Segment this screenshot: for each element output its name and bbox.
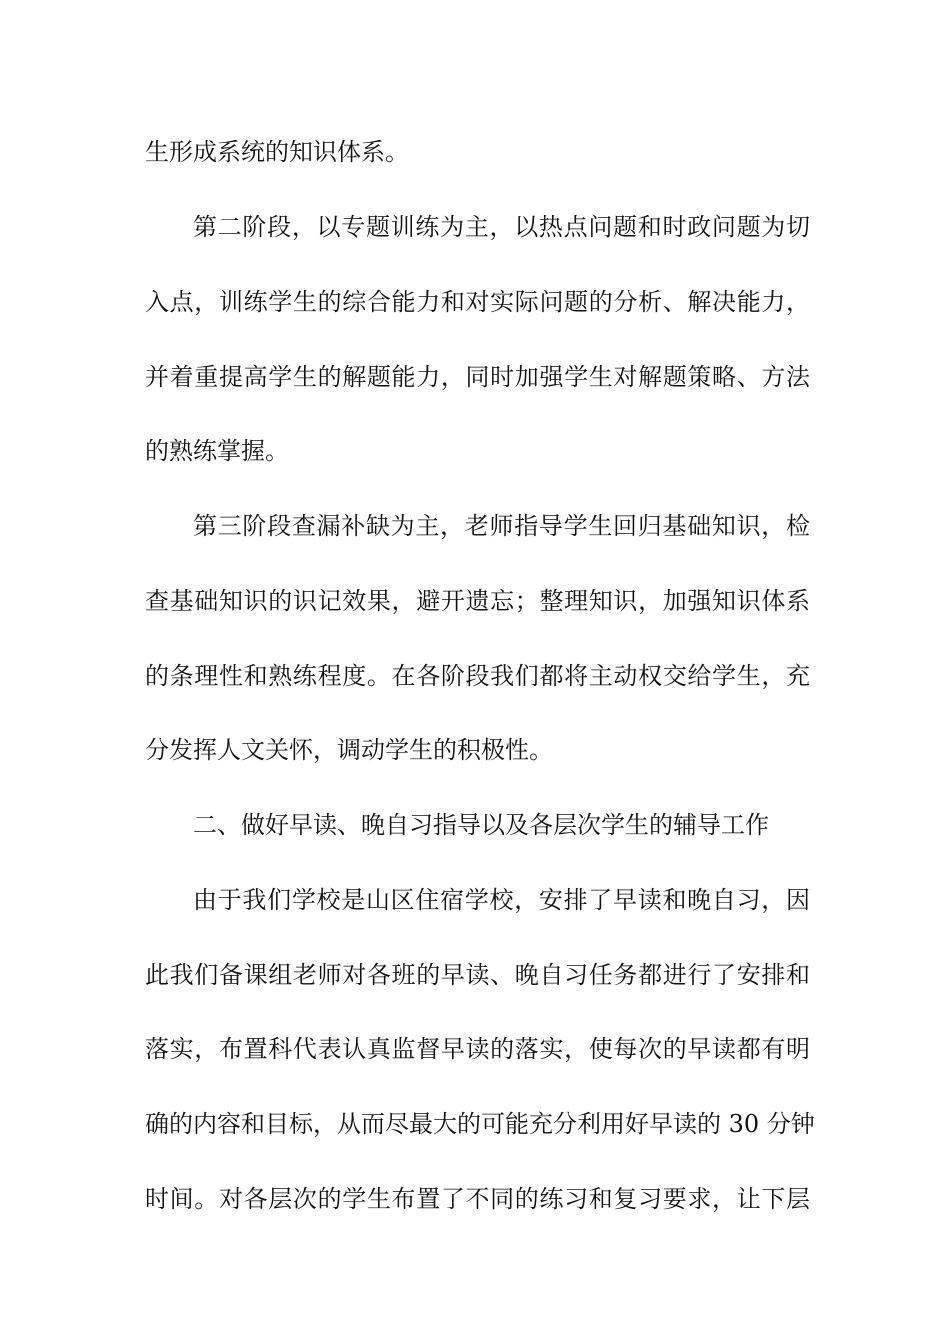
paragraph-line: 的条理性和熟练程度。在各阶段我们都将主动权交给学生，充 <box>145 662 810 690</box>
paragraph-line: 时间。对各层次的学生布置了不同的练习和复习要求，让下层 <box>145 1185 810 1213</box>
paragraph-line: 并着重提高学生的解题能力，同时加强学生对解题策略、方法 <box>145 363 810 391</box>
paragraph-line: 生形成系统的知识体系。 <box>145 138 409 166</box>
paragraph-line: 分发挥人文关怀，调动学生的积极性。 <box>145 736 553 764</box>
paragraph-line: 此我们备课组老师对各班的早读、晚自习任务都进行了安排和 <box>145 961 810 989</box>
paragraph-line: 由于我们学校是山区住宿学校，安排了早读和晚自习，因 <box>193 886 810 914</box>
paragraph-line: 查基础知识的识记效果，避开遗忘；整理知识，加强知识体系 <box>145 587 810 615</box>
paragraph-line: 的熟练掌握。 <box>145 437 289 465</box>
paragraph-line: 落实，布置科代表认真监督早读的落实，使每次的早读都有明 <box>145 1035 810 1063</box>
paragraph-line: 第二阶段，以专题训练为主，以热点问题和时政问题为切 <box>193 213 810 241</box>
section-heading: 二、做好早读、晚自习指导以及各层次学生的辅导工作 <box>193 811 769 839</box>
paragraph-line: 第三阶段查漏补缺为主，老师指导学生回归基础知识，检 <box>193 512 810 540</box>
paragraph-line: 确的内容和目标，从而尽最大的可能充分利用好早读的 30 分钟 <box>145 1110 815 1138</box>
paragraph-line: 入点，训练学生的综合能力和对实际问题的分析、解决能力， <box>145 288 810 316</box>
